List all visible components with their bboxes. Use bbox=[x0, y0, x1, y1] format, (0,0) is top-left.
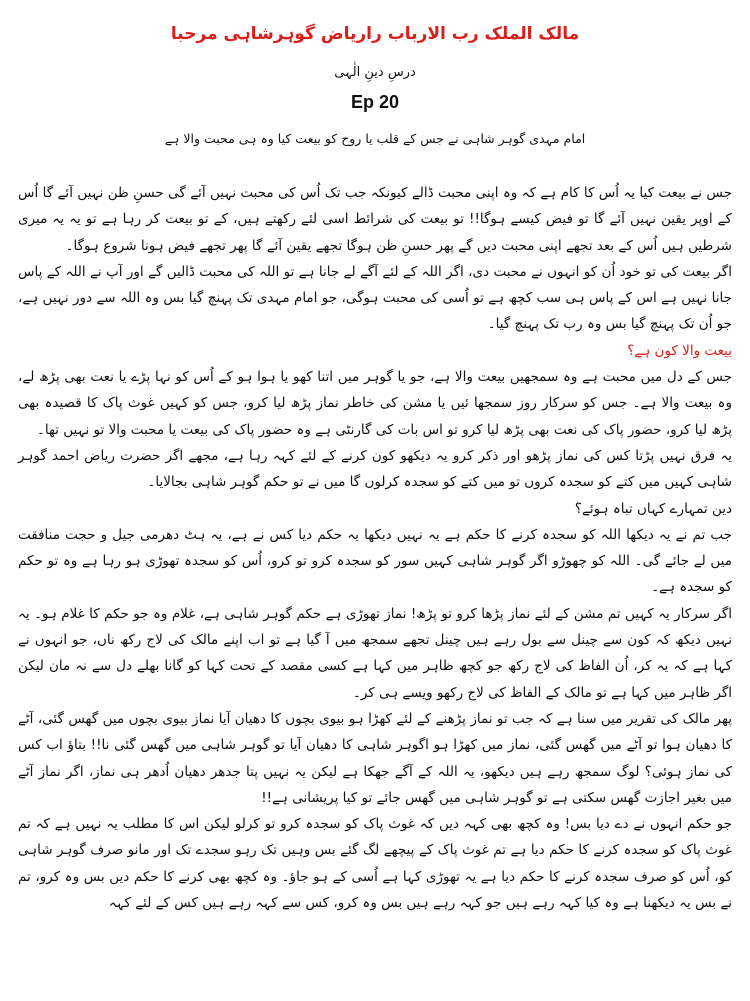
paragraph-5: جب تم نے یہ دیکھا اللہ کو سجدہ کرنے کا حکم ہے یہ نہیں دیکھا یہ حکم دیا کس نے ہے، یہ ہٹ دھرمی جیل و حجت منافقت میں لے جائے گی۔ اللہ کو چھوڑو اگر گوہر شاہی کہیں سور کو سجدہ کرو تو کرو، اُس کو سجدہ تھوڑی ہو رہا ہے وہ تو حکم کو سجدہ ہے۔ bbox=[18, 526, 732, 596]
paragraph-3: جس کے دل میں محبت ہے وہ سمجھیں بیعت والا ہے، جو یا گوہر میں اتنا کھو یا ہوا ہو کے اُس کو نہا پڑے یا نعت بھی پڑھ لے، وہ بیعت والا ہے۔ جس کو سرکار روز سمجھا ئیں یا مشن کی خاطر نماز پڑھ لیا کرو، جس کو کہیں غوث پاک کا قصیدہ بھی پڑھ لیا کرو، حضور پاک کی نعت بھی پڑھ لیا کرو تو اس بات کی گارنٹی ہے وہ حضور پاک کی بیعت یا محبت والا تو نہیں تھا۔ bbox=[18, 369, 732, 438]
paragraph-4: یہ فرق نہیں پڑتا کس کی نماز پڑھو اور ذکر کرو یہ دیکھو کون کرنے کے لئے کہہ رہا ہے، مجھے اگر حضرت ریاض احمد گوہر شاہی کہیں میں کتے کو سجدہ کروں تو میں کتے کو سجدہ کرلوں گا میں نے تو حکم گوہر شاہی بجالایا۔ bbox=[18, 447, 732, 491]
paragraph-8: جو حکم انہوں نے دے دیا بس! وہ کچھ بھی کہہ دیں کہ غوث پاک کو سجدہ کرو تو کرلو لیکن اس کا مطلب یہ نہیں ہے کہ تم غوث پاک کو سجدہ کرنے کا حکم دیا ہے تم غوث پاک کے پیچھے لگ گئے بس وہیں تک رہو سجدے تک اور مانو صرف گوہر شاہی کو، اُس کو صرف سجدہ کرنے کا حکم دیا ہے یہ تھوڑی کہا ہے اُسی کے ہو جاؤ۔ وہ کچھ بھی کرنے کا حکم دیں بس وہ کرو، تم نے بس یہ دیکھنا ہے وہ کیا کہہ رہے ہیں جو کہہ رہے ہیں بس وہ کرو، کس سے کہہ رہے ہیں کس کے لئے کہہ bbox=[18, 816, 732, 912]
lesson-subtitle: درسِ دینِ الٰہی bbox=[334, 65, 416, 80]
section-heading-deen: دین تمہارے کہاں تباہ ہوئے؟ bbox=[574, 500, 732, 517]
section-heading-bayat: بیعت والا کون ہے؟ bbox=[627, 342, 732, 359]
lead-line: امام مہدی گوہر شاہی نے جس کے قلب یا روح کو بیعت کیا وہ ہی محبت والا ہے bbox=[164, 131, 586, 146]
episode-label: Ep 20 bbox=[350, 92, 400, 112]
page-title: مالک الملک رب الارباب راریاض گوہرشاہی مرحبا bbox=[170, 24, 580, 44]
paragraph-7: پھر مالک کی تقریر میں سنا ہے کہ جب تو نماز پڑھنے کے لئے کھڑا ہو بیوی بچوں کا دھیان آیا نماز بیوی بچوں میں گھس گئی، آٹے کا دھیان ہوا تو آٹے میں گھس گئی، نماز میں کھڑا ہو اگوہر شاہی کا دھیان آیا تو گوہر شاہی میں گھس گئی نا!! بتاؤ اب کس کی نماز ہوئی؟ لوگ سمجھ رہے ہیں دیکھو، یہ اللہ کے آگے جھکا ہے لیکن یہ نہیں پتا جدھر دھیان اُدھر ہی نماز، اگر نماز آٹے میں بغیر اجازت گھس سکتی ہے تو گوہر شاہی میں گھس جائے تو کیا پریشانی ہے!! bbox=[18, 710, 732, 806]
article-body bbox=[18, 180, 732, 916]
paragraph-6: اگر سرکار یہ کہیں تم مشن کے لئے نماز پڑھا کرو تو پڑھ! نماز تھوڑی ہے حکم گوہر شاہی ہے، غلام وہ جو حکم کا غلام ہو۔ یہ نہیں دیکھ کہ کون سے چینل سے بول رہے ہیں چینل تجھے سمجھ میں آ گیا ہے تو اب اپنے مالک کی لاج رکھ ناں، جو انہوں نے کہا ہے کہ یہ کر، اُن الفاظ کی لاج رکھ جو کچھ ظاہر میں کہا ہے کسی مقصد کے تحت کہا کو گانا بھلے دل سے نہ مان لیکن اگر ظاہر میں کہا ہے تو مالک کے الفاظ کی لاج رکھو ویسے ہی کر۔ bbox=[18, 605, 732, 701]
paragraph-2: اگر بیعت کی تو خود اُن کو انہوں نے محبت دی، اگر اللہ کے لئے آگے لے جانا ہے تو اللہ کی محبت ڈالیں گے اور آپ نے اللہ کے پاس جانا نہیں ہے اس کے پاس ہی سب کچھ ہے تو اُسی کی محبت ہوگی، جو امام مہدی تک پہنچ گیا بس وہ اللہ سے دور نہیں ہے، جو اُن تک پہنچ گیا بس وہ رب تک پہنچ گیا۔ bbox=[18, 263, 732, 333]
paragraph-1: جس نے بیعت کیا یہ اُس کا کام ہے کہ وہ اپنی محبت ڈالے کیونکہ جب تک اُس کی محبت نہیں آئے گی حسنِ ظن نہیں آئے گا اُس کے اوپر یقین نہیں آئے گا تو فیض کیسے ہوگا!! تو بیعت کی شرائط اسی لئے رکھتے ہیں، کے تو بیعت کر رہا ہے تو یہ یہ میری شرطیں ہیں اُس کے بعد تجھے اپنی محبت دیں گے پھر حسنِ ظن ہوگا تجھے یقین آئے گا پھر تجھے فیض ہونا شروع ہوگا۔ bbox=[18, 185, 732, 254]
